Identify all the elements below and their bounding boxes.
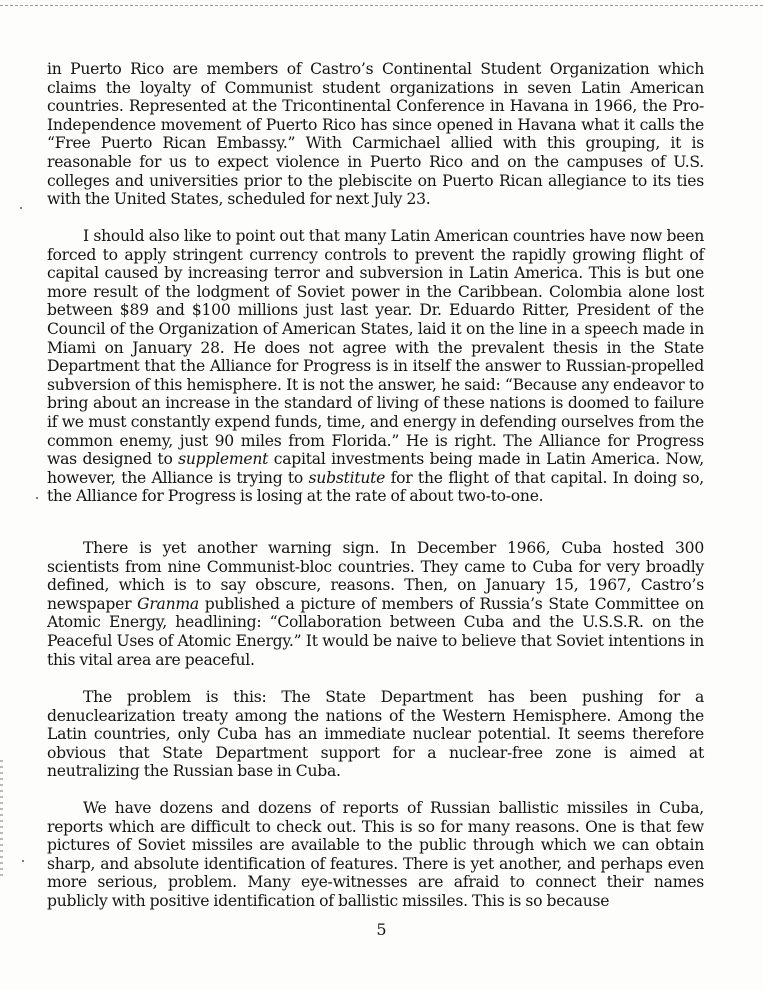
top-scan-rule [0, 5, 763, 6]
page-number: 5 [376, 920, 387, 939]
paragraph-5: We have dozens and dozens of reports of Russian ballistic missiles in Cuba, reports which are difficult to check out. This is so for many reasons. One is that few pictures of Soviet missiles are available to the public through which we can obtain sharp, and absolute identification of features. There is yet another, and perhaps even more serious, problem. Many eye-witnesses are afraid to connect their names publicly with positive identification of ballistic missiles. This is so because [47, 799, 704, 910]
emphasis-granma: Granma [137, 594, 199, 613]
emphasis-supplement: supplement [178, 450, 269, 469]
stray-mark [36, 497, 38, 499]
paragraph-2 [47, 227, 704, 506]
paragraph-3 [47, 539, 704, 669]
paragraph-2-text-b: capital investments being made in Latin America. Now, however, the Alliance is trying to [47, 450, 704, 487]
scan-edge-mark [0, 760, 3, 880]
paragraph-2-text-c: for the flight of that capital. In doing so, the Alliance for Progress is losing at the rate of about two-to-one. [47, 468, 704, 506]
stray-mark [20, 207, 22, 209]
emphasis-substitute: substitute [308, 468, 386, 487]
paragraph-3-text-a: There is yet another warning sign. In December 1966, Cuba hosted 300 scientists from nine Communist-bloc countries. They came to Cuba for very broadly defined, which is to say obscure, reasons. Then, on January 15, 1967, Castro’s newspaper [47, 539, 704, 613]
paragraph-2-text-a: I should also like to point out that many Latin American countries have now been forced to apply stringent currency controls to prevent the rapidly growing flight of capital caused by increasing terror and subversion in Latin America. This is but one more result of the lodgment of Soviet power in the Caribbean. Colombia alone lost between $89 and $100 millions just last year. Dr. Eduardo Ritter, President of the Council of the Organization of American States, laid it on the line in a speech made in Miami on January 28. He does not agree with the prevalent thesis in the State Department that the Alliance for Progress is in itself the answer to Russian-propelled subversion of this hemisphere. It is not the answer, he said: “Because any endeavor to bring about an increase in the standard of living of these nations is doomed to failure if we must constantly expend funds, time, and energy in defending ourselves from the common enemy, just 90 miles from Florida.” He is right. The Alliance for Progress was designed to [47, 227, 704, 469]
stray-mark [22, 860, 24, 862]
paragraph-1: in Puerto Rico are members of Castro’s Continental Student Organization which claims the loyalty of Communist student organizations in seven Latin American countries. Represented at the Tricontinental Conference in Havana in 1966, the Pro-Independence movement of Puerto Rico has since opened in Havana what it calls the “Free Puerto Rican Embassy.” With Carmichael allied with this grouping, it is reasonable for us to expect violence in Puerto Rico and on the campuses of U.S. colleges and universities prior to the plebiscite on Puerto Rican allegiance to its ties with the United States, scheduled for next July 23. [47, 60, 704, 209]
paragraph-4: The problem is this: The State Department has been pushing for a denuclearization treaty among the nations of the Western Hemisphere. Among the Latin countries, only Cuba has an immediate nuclear potential. It seems therefore obvious that State Department support for a nuclear-free zone is aimed at neutralizing the Russian base in Cuba. [47, 688, 704, 781]
paragraph-3-text-b: published a picture of members of Russia’s State Committee on Atomic Energy, headlining: “Collaboration between Cuba and the U.S.S.R. on the Peaceful Uses of Atomic Energy.” It would be naive to believe that Soviet intentions in this vital area are peaceful. [47, 594, 704, 669]
